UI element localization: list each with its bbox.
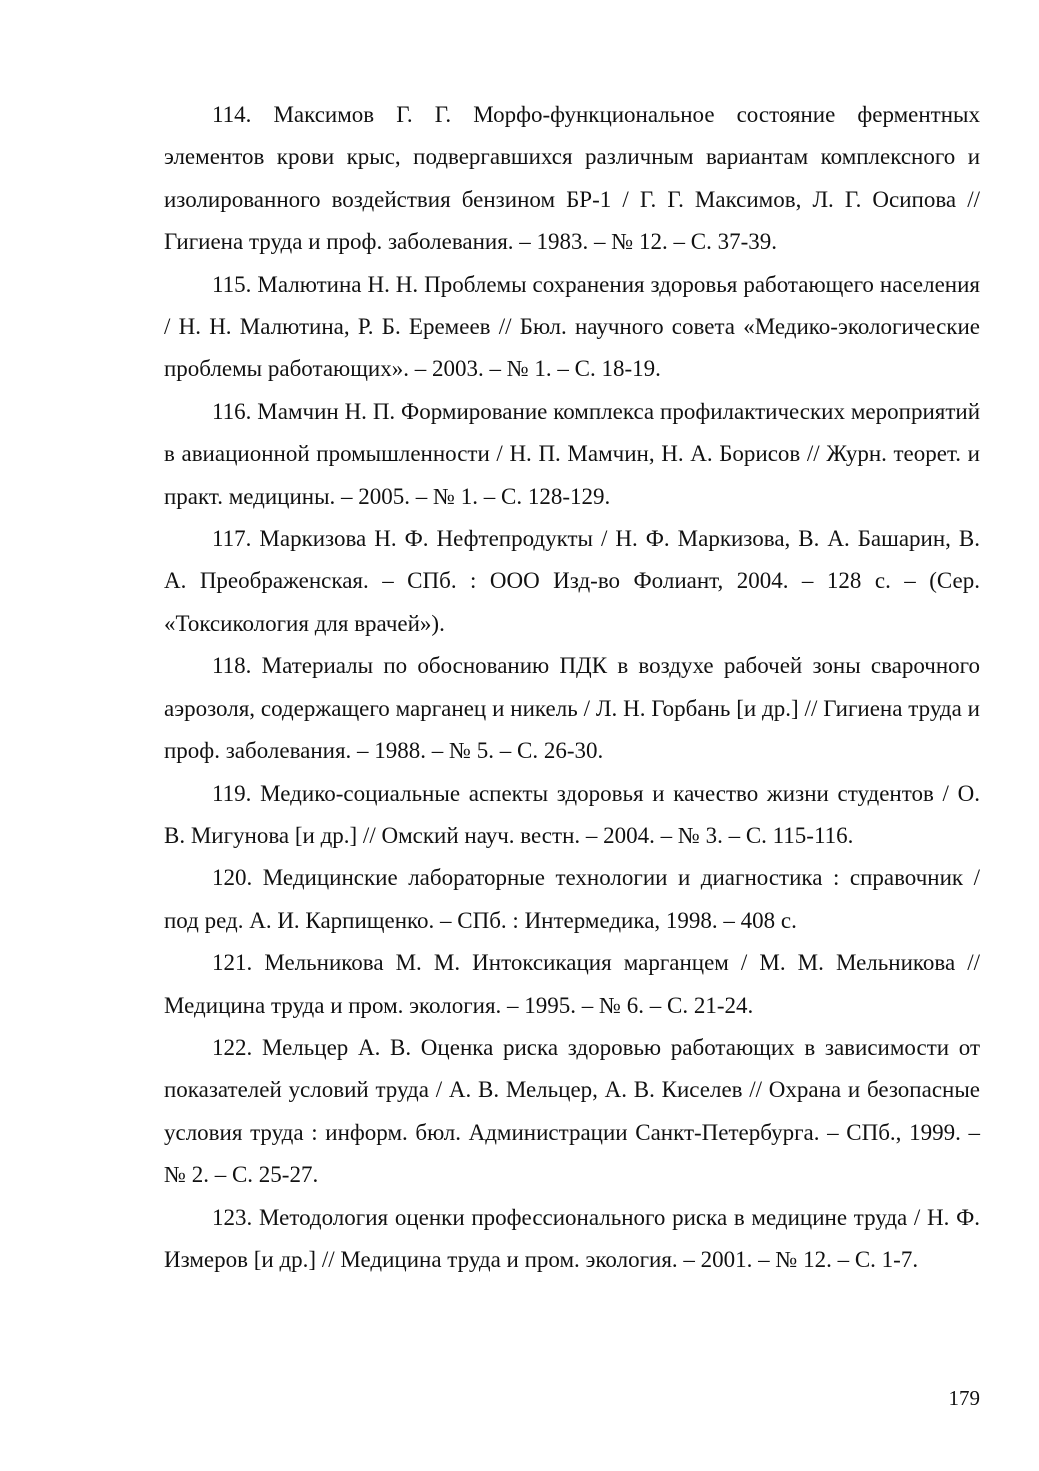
reference-text: Мельникова М. М. Интоксикация марганцем / М. М. Мельникова // Медицина труда и пром. экология. – 1995. – № 6. – С. 21-24.	[164, 950, 981, 1018]
reference-number: 116.	[212, 398, 252, 424]
reference-text: Маркизова Н. Ф. Нефтепродукты / Н. Ф. Маркизова, В. А. Башарин, В. А. Преображенская. – СПб. : ООО Изд-во Фолиант, 2004. – 128 с. – (Сер. «Токсикология для врачей»).	[164, 526, 980, 636]
reference-116	[164, 391, 980, 518]
reference-number: 122.	[212, 1034, 253, 1060]
reference-number: 123.	[212, 1204, 253, 1230]
reference-text: Мельцер А. В. Оценка риска здоровью работающих в зависимости от показателей условий труда / А. В. Мельцер, А. В. Киселев // Охрана и безопасные условия труда : информ. бюл. Администрации Санкт-Петербурга. – СПб., 1999. – № 2. – С. 25-27.	[164, 1034, 981, 1188]
reference-number: 119.	[212, 780, 252, 806]
reference-122	[164, 1027, 980, 1197]
reference-list	[164, 94, 980, 1281]
reference-118	[164, 645, 980, 772]
reference-text: Методология оценки профессионального риска в медицине труда / Н. Ф. Измеров [и др.] // Медицина труда и пром. экология. – 2001. – № 12. – С. 1-7.	[164, 1204, 981, 1272]
reference-123	[164, 1197, 980, 1282]
reference-text: Медицинские лабораторные технологии и диагностика : справочник / под ред. А. И. Карпищенко. – СПб. : Интермедика, 1998. – 408 с.	[164, 865, 980, 933]
page-number: 179	[948, 1386, 980, 1410]
reference-number: 118.	[212, 653, 252, 679]
reference-number: 114.	[212, 102, 252, 127]
reference-number: 117.	[212, 526, 252, 552]
reference-115	[164, 264, 980, 391]
reference-number: 120.	[212, 865, 253, 891]
reference-117	[164, 518, 980, 645]
reference-text: Медико-социальные аспекты здоровья и качество жизни студентов / О. В. Мигунова [и др.] // Омский науч. вестн. – 2004. – № 3. – С. 115-116.	[164, 780, 981, 848]
reference-119	[164, 773, 980, 858]
reference-120	[164, 857, 980, 942]
reference-121	[164, 942, 980, 1027]
reference-number: 115.	[212, 271, 252, 297]
reference-114	[164, 94, 980, 264]
reference-text: Максимов Г. Г. Морфо-функциональное состояние ферментных элементов крови крыс, подвергавшихся различным вариантам комплексного и изолированного воздействия бензином БР-1 / Г. Г. Максимов, Л. Г. Осипова // Гигиена труда и проф. заболевания. – 1983. – № 12. – С. 37-39.	[164, 102, 980, 255]
reference-text: Материалы по обоснованию ПДК в воздухе рабочей зоны сварочного аэрозоля, содержащего марганец и никель / Л. Н. Горбань [и др.] // Гигиена труда и проф. заболевания. – 1988. – № 5. – С. 26-30.	[164, 653, 981, 764]
reference-text: Малютина Н. Н. Проблемы сохранения здоровья работающего населения / Н. Н. Малютина, Р. Б. Еремеев // Бюл. научного совета «Медико-экологические проблемы работающих». – 2003. – № 1. – С. 18-19.	[164, 271, 980, 382]
reference-text: Мамчин Н. П. Формирование комплекса профилактических мероприятий в авиационной промышленности / Н. П. Мамчин, Н. А. Борисов // Журн. теорет. и практ. медицины. – 2005. – № 1. – С. 128-129.	[164, 398, 981, 509]
reference-number: 121.	[212, 950, 253, 976]
